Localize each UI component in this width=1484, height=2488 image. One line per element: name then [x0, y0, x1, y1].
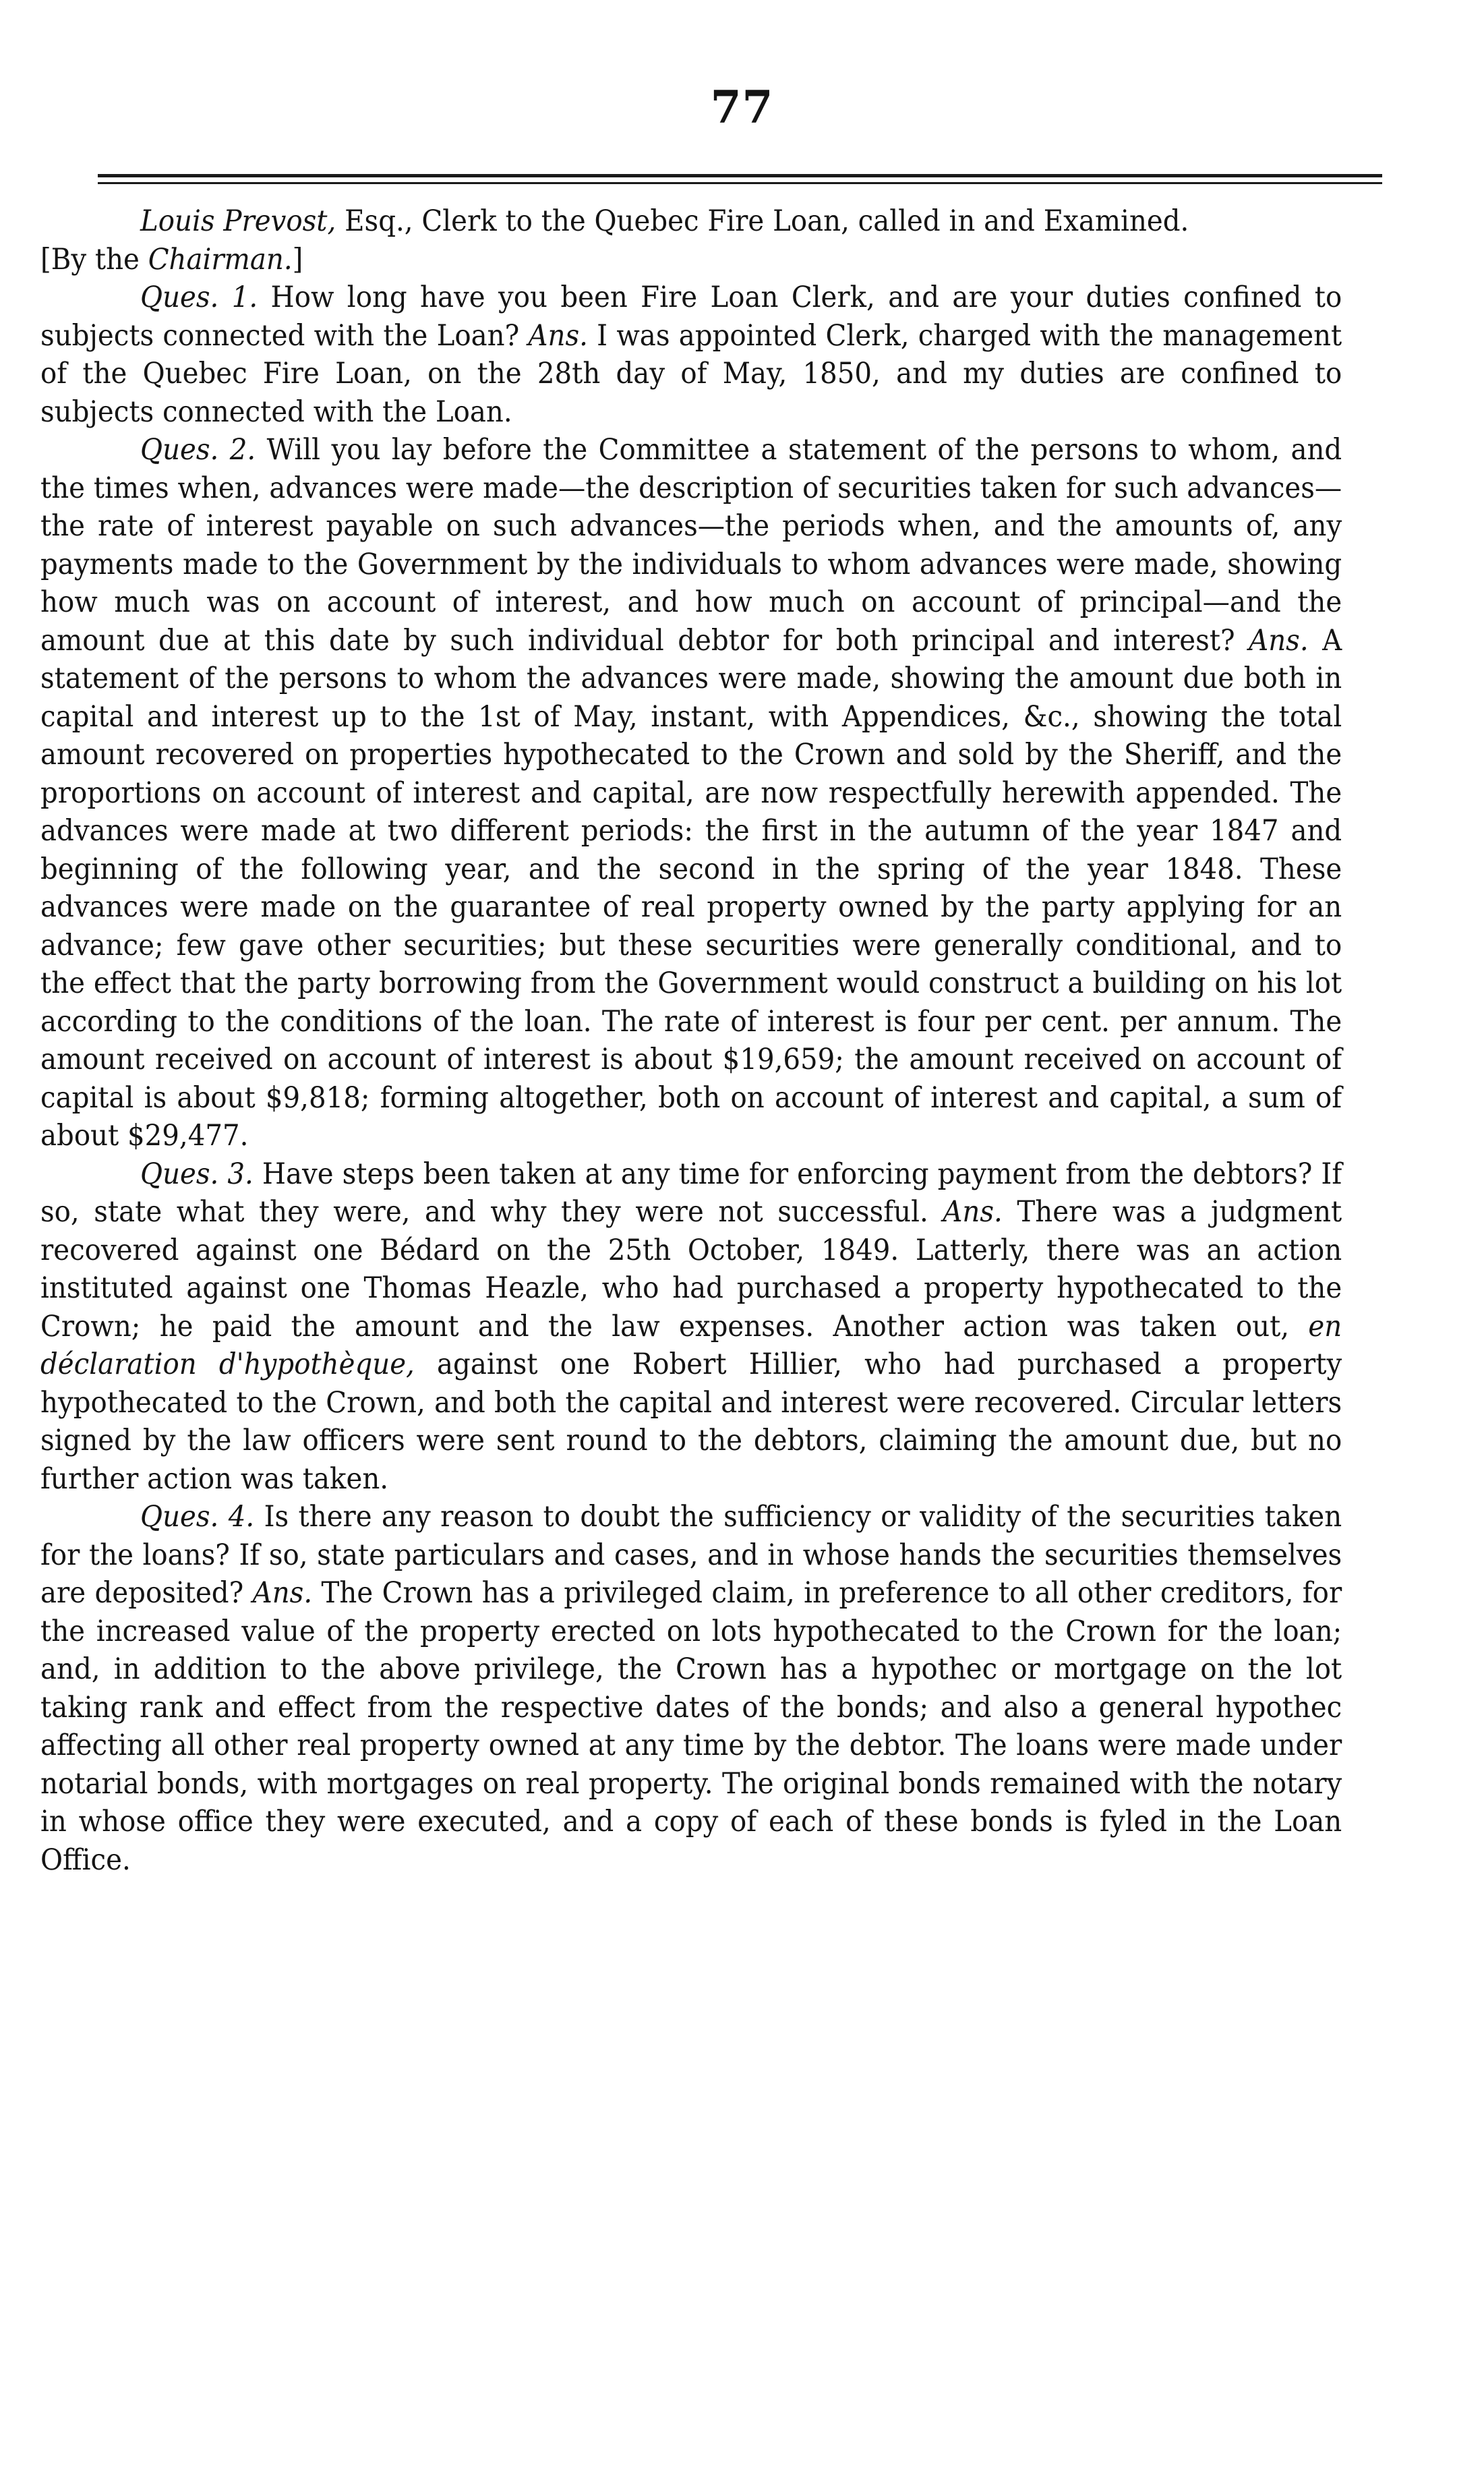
question-label: Ques. 2.	[140, 433, 256, 467]
witness-title: Esq., Clerk to the Quebec Fire Loan, called in and Examined.	[336, 204, 1189, 238]
answer-italic-phrase: en déclaration d'hypothèque,	[40, 1309, 1342, 1381]
header-rule-thin	[98, 182, 1382, 184]
examiner-prefix: [By the	[40, 242, 148, 277]
question-1-paragraph	[40, 279, 1342, 431]
witness-name: Louis Prevost,	[140, 204, 336, 238]
question-text: How long have you been Fire Loan Clerk, and are your duties confined to subjects connected with the Loan?	[40, 281, 1342, 353]
intro-paragraph	[40, 202, 1342, 279]
answer-text: A statement of the persons to whom the advances were made, showing the amount due both in capital and interest up to the 1st of May, instant, with Appendices, &c., showing the total amount recovered on properties hypothecated to the Crown and sold by the Sheriff, and the proportions on account of interest and capital, are now respectfully herewith appended. The advances were made at two different periods: the first in the autumn of the year 1847 and beginning of the following year, and the second in the spring of the year 1848. These advances were made on the guarantee of real property owned by the party applying for an advance; few gave other securities; but these securities were generally conditional, and to the effect that the party borrowing from the Government would construct a building on his lot according to the conditions of the loan. The rate of interest is four per cent. per annum. The amount received on account of interest is about $19,659; the amount received on account of capital is about $9,818; forming altogether, both on account of interest and capital, a sum of about $29,477.	[40, 623, 1342, 1153]
answer-text: The Crown has a privileged claim, in preference to all other creditors, for the increased value of the property erected on lots hypothecated to the Crown for the loan; and, in addition to the above privilege, the Crown has a hypothec or mortgage on the lot taking rank and effect from the respective dates of the bonds; and also a general hypothec affecting all other real property owned at any time by the debtor. The loans were made under notarial bonds, with mortgages on real property. The original bonds remained with the notary in whose office they were executed, and a copy of each of these bonds is fyled in the Loan Office.	[40, 1576, 1342, 1877]
answer-text-continued: against one Robert Hillier, who had purchased a property hypothecated to the Crown, and both the capital and interest were recovered. Circular letters signed by the law officers were sent round to the debtors, claiming the amount due, but no further action was taken.	[40, 1348, 1342, 1496]
answer-label: Ans.	[252, 1576, 313, 1610]
examiner-name: Chairman.	[148, 242, 293, 277]
question-label: Ques. 4.	[140, 1500, 255, 1534]
examiner-suffix: ]	[292, 242, 303, 277]
question-label: Ques. 1.	[140, 281, 258, 314]
answer-label: Ans.	[943, 1195, 1003, 1229]
question-2-paragraph	[40, 431, 1342, 1155]
answer-text: I was appointed Clerk, charged with the management of the Quebec Fire Loan, on the 28th day of May, 1850, and my duties are confined to subjects connected with the Loan.	[40, 318, 1342, 429]
answer-label: Ans.	[528, 318, 588, 353]
question-text: Will you lay before the Committee a statement of the persons to whom, and the times when, advances were made—the description of securities taken for such advances—the rate of interest payable on such advances—the periods when, and the amounts of, any payments made to the Government by the individuals to whom advances were made, showing how much was on account of interest, and how much on account of principal—and the amount due at this date by such individual debtor for both principal and interest?	[40, 433, 1342, 658]
header-rule-thick	[98, 174, 1382, 177]
answer-text: There was a judgment recovered against one Bédard on the 25th October, 1849. Latterly, there was an action instituted against one Thomas Heazle, who had purchased a property hypothecated to the Crown; he paid the amount and the law expenses. Another action was taken out,	[40, 1195, 1342, 1343]
question-label: Ques. 3.	[140, 1157, 254, 1191]
page-number: 77	[710, 81, 774, 134]
question-3-paragraph	[40, 1155, 1342, 1499]
question-4-paragraph	[40, 1498, 1342, 1879]
document-body	[40, 202, 1342, 1877]
question-text: Have steps been taken at any time for enforcing payment from the debtors? If so, state what they were, and why they were not successful.	[40, 1157, 1342, 1229]
answer-label: Ans.	[1249, 623, 1309, 658]
question-text: Is there any reason to doubt the sufficiency or validity of the securities taken for the loans? If so, state particulars and cases, and in whose hands the securities themselves are deposited?	[40, 1500, 1342, 1610]
